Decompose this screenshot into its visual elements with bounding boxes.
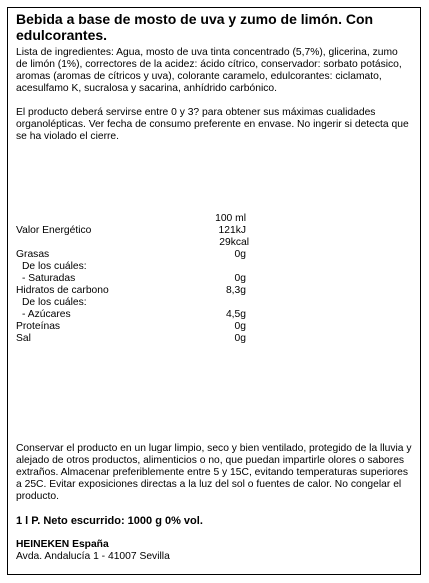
nutrition-label: Grasas	[16, 249, 50, 260]
product-label	[7, 7, 421, 575]
nutrition-label: Sal	[16, 333, 31, 344]
nutrition-value: 4,5g	[225, 309, 246, 320]
nutrition-row-sugars	[16, 309, 412, 321]
nutrition-value: 0g	[234, 333, 246, 344]
nutrition-label: Valor Energético	[16, 225, 92, 236]
nutrition-row-of-which	[16, 297, 412, 309]
nutrition-row-salt	[16, 333, 412, 345]
nutrition-label: - Azúcares	[22, 309, 71, 320]
nutrition-value: 8,3g	[225, 285, 246, 296]
company-name: HEINEKEN España	[16, 539, 109, 550]
net-weight: 1 l P. Neto escurrido: 1000 g 0% vol.	[16, 515, 203, 527]
nutrition-table	[16, 213, 412, 383]
nutrition-label: Hidratos de carbono	[16, 285, 109, 296]
nutrition-row-protein	[16, 321, 412, 333]
nutrition-header-row	[16, 213, 412, 225]
ingredients-list: Lista de ingredientes: Agua, mosto de uva tinta concentrado (5,7%), glicerina, zumo de limón (1%), correctores de la acidez: ácido cítrico, conservador: sorbato potásico, aromas (aromas de cítricos y uva), colorante caramelo, edulcorantes: ciclamato, acesulfamo K, sucralosa y sacarina, anhídrido carbónico.	[16, 47, 402, 94]
nutrition-row-carbohydrates	[16, 285, 412, 297]
nutrition-value: 0g	[234, 321, 246, 332]
product-title: Bebida a base de mosto de uva y zumo de limón. Con edulcorantes.	[16, 11, 374, 43]
nutrition-label: De los cuáles:	[22, 261, 87, 272]
nutrition-value: 121kJ	[218, 225, 246, 236]
nutrition-row-fat	[16, 249, 412, 261]
nutrition-label: - Saturadas	[22, 273, 76, 284]
nutrition-header: 100 ml	[215, 213, 246, 224]
nutrition-value: 29kcal	[219, 237, 249, 248]
nutrition-label: De los cuáles:	[22, 297, 87, 308]
nutrition-row-saturated	[16, 273, 412, 285]
nutrition-row-energy-kcal	[16, 237, 412, 249]
nutrition-value: 0g	[234, 249, 246, 260]
nutrition-label: Proteínas	[16, 321, 61, 332]
service-note: El producto deberá servirse entre 0 y 3? para obtener sus máximas cualidades organolépticas. Ver fecha de consumo preferente en envase. No ingerir si detecta que se ha violado el cierre.	[16, 107, 409, 142]
nutrition-value: 0g	[234, 273, 246, 284]
nutrition-row-energy-kj	[16, 225, 412, 237]
storage-instructions: Conservar el producto en un lugar limpio, seco y bien ventilado, protegido de la lluvia y alejado de otros productos, alimenticios o no, que puedan impartirle olores o sabores extraños. Almacenar preferiblemente entre 5 y 15C, evitando temperaturas superiores a 25C. Evitar exposiciones directas a la luz del sol o fuentes de calor. No congelar el producto.	[16, 443, 412, 502]
nutrition-row-of-which	[16, 261, 412, 273]
company-address: Avda. Andalucía 1 - 41007 Sevilla	[16, 551, 170, 562]
